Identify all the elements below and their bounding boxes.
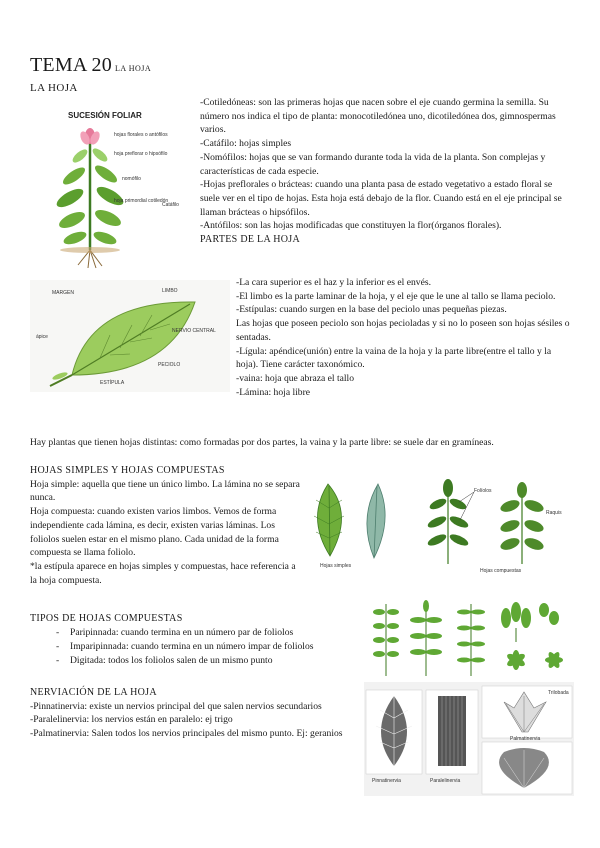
- paragraph: -Antófilos: son las hojas modificadas que constituyen la flor(órganos florales).: [200, 220, 502, 232]
- heading-tipos-compuestas: TIPOS DE HOJAS COMPUESTAS: [30, 613, 183, 624]
- label-foliolos: Folíolos: [474, 488, 492, 494]
- figure-hojas-compuestas: [412, 478, 572, 574]
- paragraph: -Cotiledóneas: son las primeras hojas que nacen sobre el eje cuando germina la semilla. Su número nos indica el tipo de planta: monocotiledónea uno, dicotiledónea dos, gimnospermas varios.: [200, 97, 556, 136]
- paragraph: -Palmatinervia: Salen todos los nervios principales del mismo punto. Ej: geranios: [30, 728, 343, 740]
- heading-partes-hoja: PARTES DE LA HOJA: [200, 234, 300, 246]
- caption-hojas-simples: Hojas simples: [320, 563, 352, 569]
- section-subtitle: LA HOJA: [30, 82, 78, 94]
- label-apice: ápice: [36, 334, 48, 340]
- figure-partes-hoja: [30, 280, 230, 392]
- label-paralelinervia: Paralelinervia: [430, 778, 461, 784]
- paragraph: -Catáfilo: hojas simples: [200, 138, 292, 150]
- caption-hojas-compuestas: Hojas compuestas: [480, 568, 522, 574]
- paragraph: *la estípula aparece en hojas simples y compuestas, hace referencia a la hoja compuesta.: [30, 560, 296, 586]
- list-item: - Digitada: todos los foliolos salen de un mismo punto: [70, 654, 360, 668]
- section-tipos-compuestas: [30, 612, 360, 668]
- paragraph: -Lámina: hoja libre: [236, 386, 311, 398]
- label-hoja-primordial: hoja primordial cotiledón: [114, 198, 169, 204]
- label-nomofilo: nomófilo: [122, 176, 141, 182]
- label-pinnatinervia: Pinnatinervia: [372, 778, 401, 784]
- section-nerviacion: [30, 686, 352, 741]
- list-item: - Paripinnada: cuando termina en un número par de foliolos: [70, 626, 360, 640]
- section-partes-text: [236, 276, 572, 399]
- paragraph: Las hojas que poseen peciolo son hojas pecioladas y si no lo poseen son hojas sésiles o sentadas.: [236, 318, 570, 343]
- paragraph: -El limbo es la parte laminar de la hoja, y el eje que le une al tallo se llama peciolo.: [236, 290, 556, 302]
- label-limbo: LIMBO: [162, 288, 178, 294]
- label-trilobada: Trilobada: [548, 690, 569, 696]
- paragraph: -Lígula: apéndice(unión) entre la vaina de la hoja y la parte libre(entre el tallo y la hoja). Tiene carácter taxonómico.: [236, 345, 552, 371]
- heading-simples-compuestas: HOJAS SIMPLES Y HOJAS COMPUESTAS: [30, 465, 225, 476]
- title-suffix: LA HOJA: [114, 64, 152, 73]
- paragraph: Hoja compuesta: cuando existen varios limbos. Vemos de forma independiente cada lámina, es decir, existen varias láminas. Los foliolos suelen estar en el mismo plano. Cada unidad de la forma compuesta se llama foliolo.: [30, 506, 279, 559]
- label-nervio-central: NERVIO CENTRAL: [172, 328, 216, 334]
- figure-sucesion-foliar: [30, 100, 195, 270]
- label-catafilo: Catáfilo: [162, 202, 179, 208]
- paragraph: -Estípulas: cuando surgen en la base del peciolo unas pequeñas piezas.: [236, 304, 507, 316]
- note-gramineas: Hay plantas que tienen hojas distintas: como formadas por dos partes, la vaina y la parte libre: se suele dar en gramíneas.: [30, 437, 494, 448]
- figure-tipos-compuestas: [366, 598, 576, 680]
- list-tipos-compuestas: [30, 626, 360, 668]
- label-palmatinervia: Palmatinervia: [510, 736, 541, 742]
- paragraph: -Pinnatinervia: existe un nervios principal del que salen nervios secundarios: [30, 700, 322, 712]
- figure-title: SUCESIÓN FOLIAR: [68, 111, 142, 120]
- label-hojas-florales: hojas florales o antófilos: [114, 132, 168, 138]
- label-peciolo: PECIOLO: [158, 362, 181, 368]
- paragraph: -vaina: hoja que abraza el tallo: [236, 372, 354, 384]
- figure-nerviacion: [364, 682, 574, 796]
- label-margen: MARGEN: [52, 290, 74, 296]
- label-hoja-prefloral: hoja preflorar o hipsófilo: [114, 151, 168, 157]
- paragraph: -Nomófilos: hojas que se van formando durante toda la vida de la planta. Son complejas y características de cada especie.: [200, 151, 546, 177]
- section-cotiledoneas-text: [200, 96, 562, 247]
- paragraph: -Paralelinervia: los nervios están en paralelo: ej trigo: [30, 714, 233, 726]
- heading-nerviacion: NERVIACIÓN DE LA HOJA: [30, 687, 157, 698]
- section-simples-compuestas: [30, 464, 300, 587]
- page-title: TEMA 20 LA HOJA: [30, 54, 152, 76]
- label-raquis: Raquis: [546, 510, 562, 516]
- figure-hojas-simples: [302, 478, 402, 570]
- paragraph: Hoja simple: aquella que tiene un único limbo. La lámina no se separa nunca.: [30, 478, 300, 504]
- paragraph: -Hojas preflorales o brácteas: cuando una planta pasa de estado vegetativo a estado floral se suele ver en el tipo de hojas. Esta hoja está debajo de la flor. Cuando está en el eje principal se llaman brácteas o hipsófilos.: [200, 179, 562, 218]
- label-estipula: ESTÍPULA: [100, 380, 125, 386]
- list-item: - Imparipinnada: cuando termina en un número impar de foliolos: [70, 640, 360, 654]
- paragraph: -La cara superior es el haz y la inferior es el envés.: [236, 277, 431, 288]
